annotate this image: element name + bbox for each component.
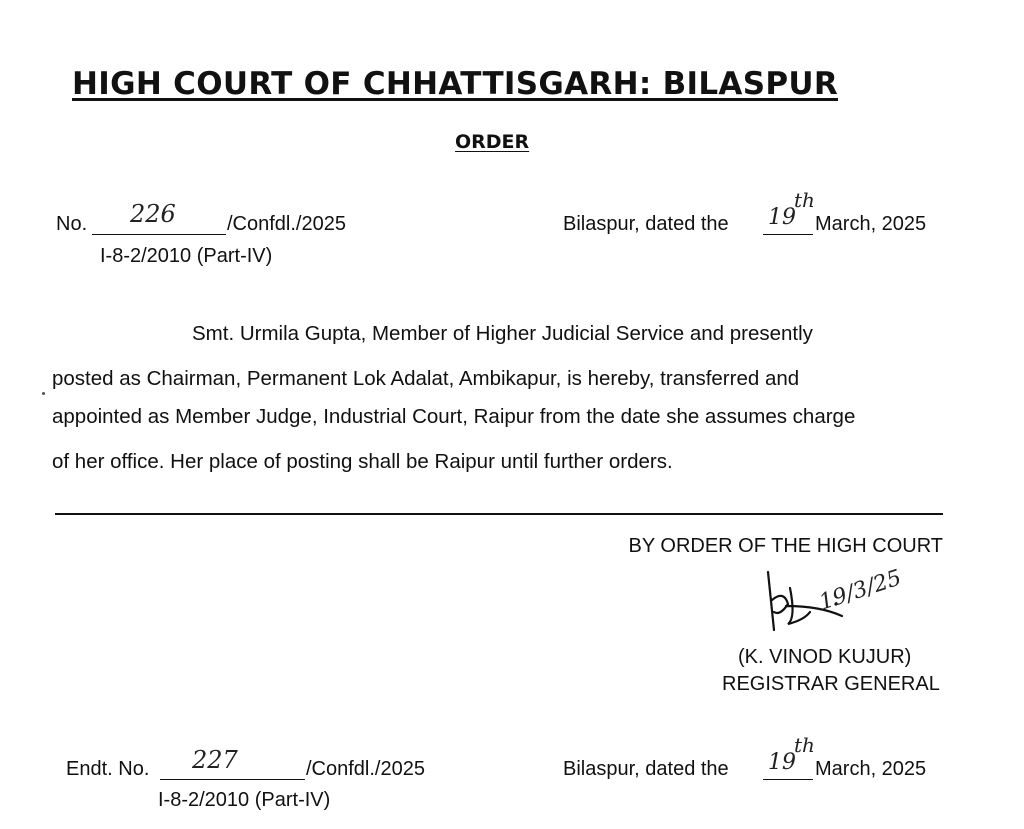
court-heading: HIGH COURT OF CHHATTISGARH: BILASPUR xyxy=(72,66,839,102)
endt-file-ref: I-8-2/2010 (Part-IV) xyxy=(158,789,331,811)
endt-no-suffix: /Confdl./2025 xyxy=(306,758,425,780)
endt-dated-prefix: Bilaspur, dated the xyxy=(563,758,729,780)
order-no-blank xyxy=(92,234,226,235)
order-no-label: No. xyxy=(56,213,88,235)
endt-no-blank xyxy=(160,779,305,780)
endt-day-suffix-handwritten: th xyxy=(794,733,815,757)
order-no-handwritten: 226 xyxy=(130,200,176,228)
separator-rule xyxy=(55,513,943,515)
order-no-suffix: /Confdl./2025 xyxy=(227,213,346,235)
body-line: appointed as Member Judge, Industrial Court, Raipur from the date she assumes charge xyxy=(52,405,856,428)
body-line: posted as Chairman, Permanent Lok Adalat, Ambikapur, is hereby, transferred and xyxy=(52,367,800,390)
endt-no-handwritten: 227 xyxy=(192,746,238,774)
body-line: Smt. Urmila Gupta, Member of Higher Judicial Service and presently xyxy=(192,322,813,345)
scan-speck xyxy=(42,392,45,395)
endt-dated-suffix: March, 2025 xyxy=(815,758,927,780)
endt-no-label: Endt. No. xyxy=(66,758,150,780)
order-dated-suffix: March, 2025 xyxy=(815,213,927,235)
order-day-suffix-handwritten: th xyxy=(794,188,815,212)
endt-day-handwritten: 19 xyxy=(768,750,796,775)
signature-handwritten-date: 19/3/25 xyxy=(816,565,905,616)
body-line: of her office. Her place of posting shall be Raipur until further orders. xyxy=(52,450,673,473)
order-file-ref: I-8-2/2010 (Part-IV) xyxy=(100,245,273,267)
order-day-handwritten: 19 xyxy=(768,205,796,230)
signatory-name: (K. VINOD KUJUR) xyxy=(738,646,912,668)
endt-day-blank xyxy=(763,779,813,780)
order-day-blank xyxy=(763,234,813,235)
signatory-designation: REGISTRAR GENERAL xyxy=(722,673,940,695)
order-dated-prefix: Bilaspur, dated the xyxy=(563,213,729,235)
order-title: ORDER xyxy=(455,131,530,153)
by-order-text: BY ORDER OF THE HIGH COURT xyxy=(628,535,943,557)
